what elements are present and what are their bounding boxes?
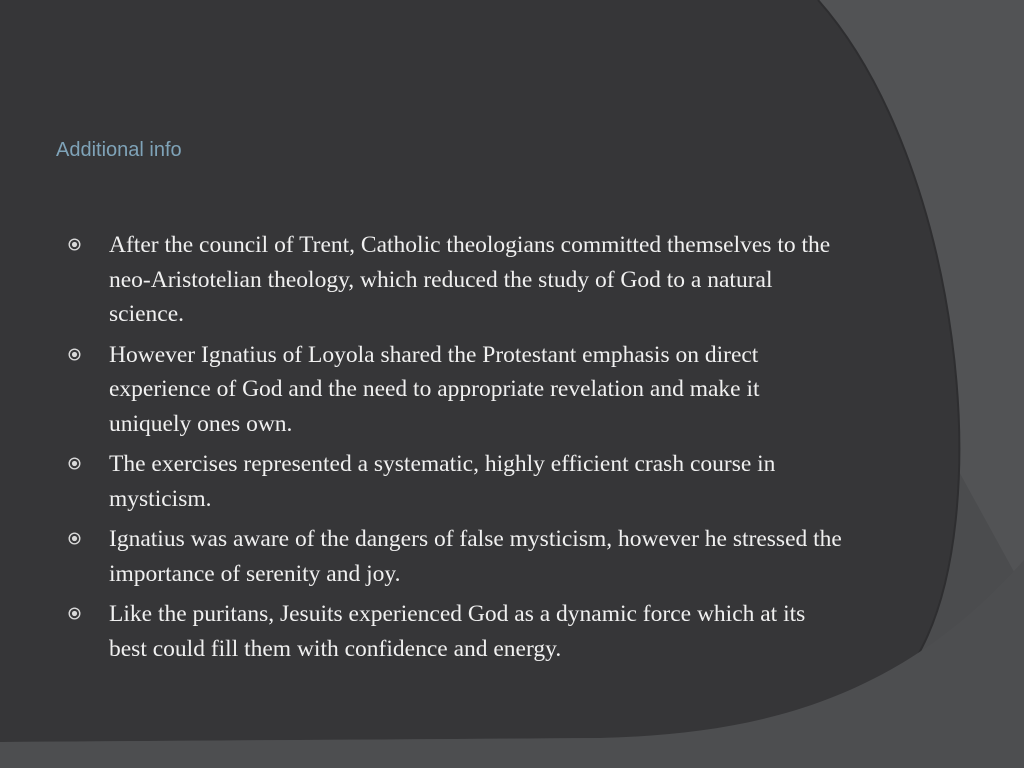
bullet-text: The exercises represented a systematic, highly efficient crash course in mysticism. (109, 451, 776, 512)
bullet-list (64, 228, 844, 672)
bullet-text: However Ignatius of Loyola shared the Protestant emphasis on direct experience of God and the need to appropriate revelation and make it uniquely ones own. (109, 341, 760, 437)
circled-dot-icon (68, 238, 81, 251)
bullet-item (64, 597, 844, 666)
slide-title: Additional info (56, 139, 182, 161)
circled-dot-icon (68, 607, 81, 620)
bullet-text: Ignatius was aware of the dangers of false mysticism, however he stressed the importance of serenity and joy. (109, 526, 842, 587)
circled-dot-icon (68, 348, 81, 361)
bullet-item (64, 447, 844, 516)
bullet-item (64, 228, 844, 332)
bullet-text: After the council of Trent, Catholic theologians committed themselves to the neo-Aristotelian theology, which reduced the study of God to a natural science. (109, 232, 831, 327)
bullet-text: Like the puritans, Jesuits experienced God as a dynamic force which at its best could fill them with confidence and energy. (109, 601, 806, 662)
bullet-item (64, 522, 844, 591)
bullet-item (64, 338, 844, 442)
circled-dot-icon (68, 457, 81, 470)
circled-dot-icon (68, 532, 81, 545)
